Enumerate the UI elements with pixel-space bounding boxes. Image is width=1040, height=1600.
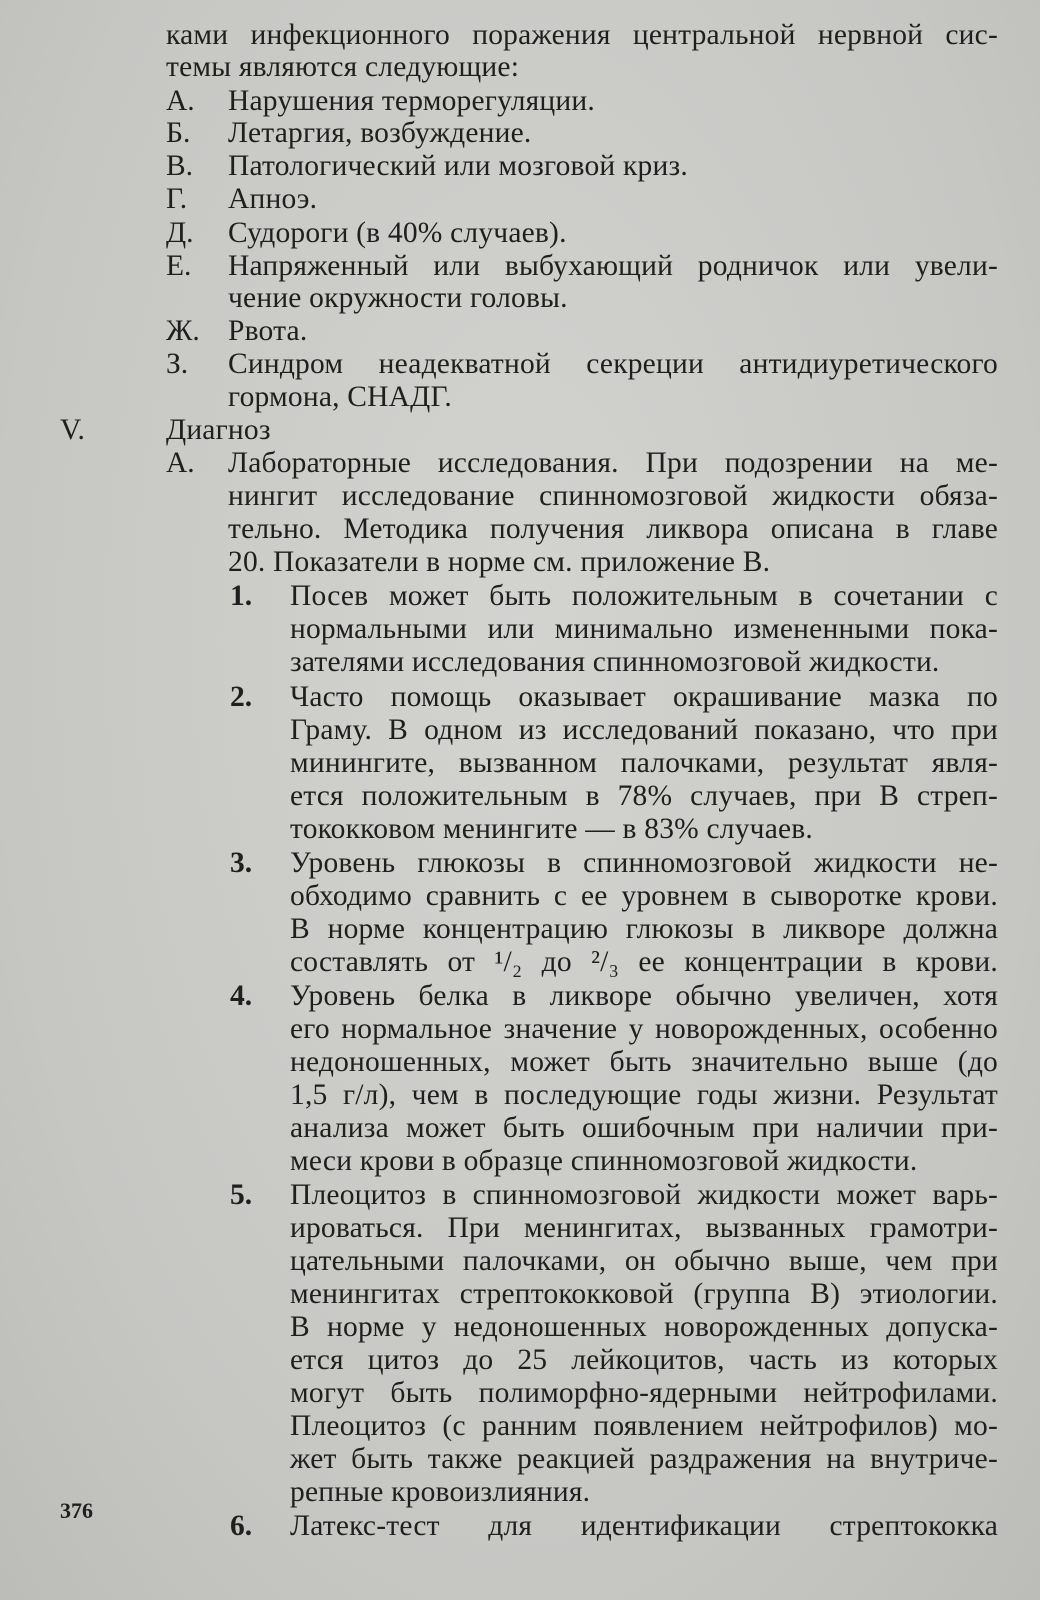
- item-line: репные кровоизлияния.: [290, 1476, 591, 1508]
- item-number: 2.: [230, 681, 253, 713]
- item-line: 1,5 г/л), чем в последующие годы жизни. Результат: [290, 1079, 998, 1111]
- symptom-text: Летаргия, возбуждение.: [228, 117, 532, 149]
- item-line: ется цитоз до 25 лейкоцитов, часть из которых: [290, 1344, 998, 1376]
- item-line: Латекс-тест для идентификации стрептококка: [290, 1510, 998, 1542]
- item-line: Граму. В одном из исследований показано, что при: [290, 714, 998, 746]
- page-number: 376: [60, 1498, 93, 1523]
- item-line: ироваться. При менингитах, вызванных грамотри-: [290, 1212, 998, 1244]
- symptom-letter: Б.: [166, 117, 191, 149]
- symptom-letter: Е.: [166, 250, 192, 282]
- symptom-letter: А.: [166, 85, 195, 117]
- item-line: недоношенных, может быть значительно выше (до: [290, 1046, 998, 1078]
- item-line: Часто помощь оказывает окрашивание мазка по: [290, 681, 998, 713]
- item-line: Плеоцитоз в спинномозговой жидкости может варь-: [290, 1179, 998, 1211]
- item-line: обходимо сравнить с ее уровнем в сыворотке крови.: [290, 880, 998, 912]
- item-line: составлять от ¹/₂ до ²/₃ ее концентрации в крови.: [290, 946, 998, 978]
- symptom-letter: Д.: [166, 217, 194, 249]
- subsection-line: нингит исследование спинномозговой жидкости обяза-: [228, 480, 998, 512]
- subsection-line: Лабораторные исследования. При подозрении на ме-: [228, 447, 998, 479]
- section-number: V.: [60, 414, 85, 446]
- item-number: 4.: [230, 980, 253, 1012]
- subsection-line: 20. Показатели в норме см. приложение В.: [228, 546, 771, 578]
- symptom-text: Рвота.: [228, 315, 308, 347]
- intro-line: темы являются следующие:: [166, 51, 520, 83]
- item-number: 3.: [230, 847, 253, 879]
- symptom-text: Патологический или мозговой криз.: [228, 150, 688, 182]
- item-line: В норме у недоношенных новорожденных допуска-: [290, 1311, 998, 1343]
- item-line: зателями исследования спинномозговой жидкости.: [290, 646, 940, 678]
- item-line: цательными палочками, он обычно выше, чем при: [290, 1245, 998, 1277]
- item-line: жет быть также реакцией раздражения на внутриче-: [290, 1443, 998, 1475]
- item-number: 1.: [230, 580, 253, 612]
- symptom-letter: В.: [166, 150, 194, 182]
- intro-line: ками инфекционного поражения центральной нервной сис-: [166, 19, 998, 51]
- symptom-text: Напряженный или выбухающий родничок или увели-: [228, 250, 998, 282]
- item-line: менингитах стрептококковой (группа В) этиологии.: [290, 1278, 998, 1310]
- symptom-text: Синдром неадекватной секреции антидиуретического: [228, 348, 998, 380]
- item-line: его нормальное значение у новорожденных, особенно: [290, 1013, 998, 1045]
- subsection-line: тельно. Методика получения ликвора описана в главе: [228, 513, 998, 545]
- item-line: меси крови в образце спинномозговой жидкости.: [290, 1145, 918, 1177]
- symptom-letter: Ж.: [166, 315, 200, 347]
- symptom-text: Судороги (в 40% случаев).: [228, 217, 567, 249]
- item-line: тококковом менингите — в 83% случаев.: [290, 813, 814, 845]
- item-number: 5.: [230, 1179, 253, 1211]
- item-line: Посев может быть положительным в сочетании с: [290, 580, 998, 612]
- section-title: Диагноз: [166, 414, 271, 446]
- item-line: минингите, вызванном палочками, результат явля-: [290, 747, 998, 779]
- item-line: могут быть полиморфно-ядерными нейтрофилами.: [290, 1377, 998, 1409]
- item-line: В норме концентрацию глюкозы в ликворе должна: [290, 913, 998, 945]
- item-line: Уровень глюкозы в спинномозговой жидкости не-: [290, 847, 998, 879]
- subsection-letter: А.: [166, 447, 195, 479]
- symptom-text: Апноэ.: [228, 183, 318, 215]
- item-line: ется положительным в 78% случаев, при В стреп-: [290, 780, 998, 812]
- symptom-letter: З.: [166, 348, 189, 380]
- item-line: нормальными или минимально измененными пока-: [290, 613, 998, 645]
- symptom-text: гормона, СНАДГ.: [228, 381, 452, 413]
- symptom-text: чение окружности головы.: [228, 282, 568, 314]
- symptom-text: Нарушения терморегуляции.: [228, 85, 595, 117]
- item-line: Уровень белка в ликворе обычно увеличен, хотя: [290, 980, 998, 1012]
- symptom-letter: Г.: [166, 183, 188, 215]
- item-line: анализа может быть ошибочным при наличии при-: [290, 1112, 998, 1144]
- item-number: 6.: [230, 1510, 253, 1542]
- item-line: Плеоцитоз (с ранним появлением нейтрофилов) мо-: [290, 1410, 998, 1442]
